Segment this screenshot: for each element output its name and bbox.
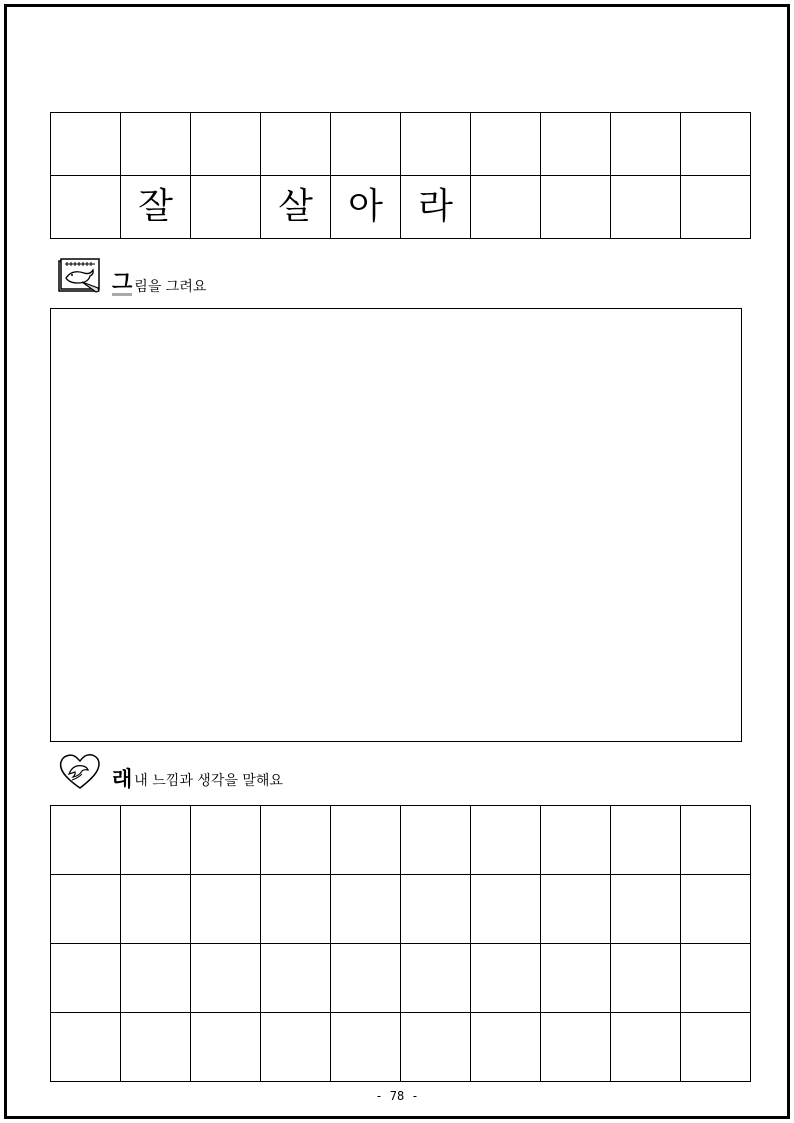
page-border-shadow-bottom (8, 1116, 790, 1119)
writing-grid-cell[interactable] (401, 806, 471, 875)
title-grid-cell[interactable] (541, 113, 611, 176)
title-grid-cell[interactable] (611, 176, 681, 239)
page-border-shadow-right (787, 8, 790, 1118)
writing-grid-cell[interactable] (331, 806, 401, 875)
title-grid-cell[interactable] (611, 113, 681, 176)
feelings-section-title: 내 느낌과 생각을 말해요 (134, 773, 283, 789)
writing-grid-cell[interactable] (681, 1013, 751, 1082)
writing-grid-cell[interactable] (121, 875, 191, 944)
writing-grid-cell[interactable] (261, 875, 331, 944)
page-number: - 78 - (375, 1089, 419, 1103)
title-grid-cell[interactable] (191, 113, 261, 176)
writing-grid-row (51, 944, 751, 1013)
whale-pencil-icon (58, 258, 102, 296)
writing-grid (50, 805, 751, 1082)
writing-grid-cell[interactable] (681, 944, 751, 1013)
title-grid-cell[interactable] (331, 113, 401, 176)
writing-grid-row (51, 875, 751, 944)
title-grid-cell[interactable]: 아 (331, 176, 401, 239)
feelings-section-initial: 래 (112, 767, 133, 791)
writing-grid-cell[interactable] (331, 1013, 401, 1082)
writing-grid-cell[interactable] (331, 875, 401, 944)
title-grid-cell[interactable] (261, 113, 331, 176)
writing-grid-cell[interactable] (541, 1013, 611, 1082)
title-grid-cell[interactable] (401, 113, 471, 176)
title-grid-cell[interactable] (541, 176, 611, 239)
writing-grid-cell[interactable] (471, 944, 541, 1013)
title-grid (50, 112, 751, 239)
writing-grid-cell[interactable] (261, 1013, 331, 1082)
writing-grid-cell[interactable] (541, 806, 611, 875)
writing-grid-cell[interactable] (681, 875, 751, 944)
title-grid-cell[interactable] (51, 113, 121, 176)
drawing-section-header (58, 258, 206, 296)
writing-grid-cell[interactable] (471, 806, 541, 875)
writing-grid-cell[interactable] (471, 875, 541, 944)
title-grid-cell[interactable]: 라 (401, 176, 471, 239)
writing-grid-row (51, 806, 751, 875)
drawing-section-initial: 그 (112, 270, 133, 294)
writing-grid-cell[interactable] (191, 1013, 261, 1082)
writing-grid-cell[interactable] (401, 944, 471, 1013)
writing-grid-cell[interactable] (541, 875, 611, 944)
writing-grid-cell[interactable] (401, 1013, 471, 1082)
writing-grid-cell[interactable] (611, 944, 681, 1013)
writing-grid-cell[interactable] (681, 806, 751, 875)
drawing-section-title: 림을 그려요 (134, 279, 207, 295)
heart-dolphin-icon (58, 752, 102, 790)
title-grid-cell[interactable] (681, 176, 751, 239)
writing-grid-row (51, 1013, 751, 1082)
title-grid-row (51, 113, 751, 176)
writing-grid-cell[interactable] (471, 1013, 541, 1082)
title-grid-cell[interactable]: 살 (261, 176, 331, 239)
writing-grid-cell[interactable] (541, 944, 611, 1013)
writing-grid-cell[interactable] (191, 875, 261, 944)
title-grid-cell[interactable] (471, 176, 541, 239)
title-grid-cell[interactable] (51, 176, 121, 239)
writing-grid-cell[interactable] (611, 806, 681, 875)
writing-grid-cell[interactable] (611, 875, 681, 944)
writing-grid-cell[interactable] (51, 944, 121, 1013)
writing-grid-cell[interactable] (331, 944, 401, 1013)
writing-grid-cell[interactable] (401, 875, 471, 944)
title-grid-cell[interactable] (681, 113, 751, 176)
title-grid-cell[interactable] (121, 113, 191, 176)
title-grid-cell[interactable]: 잘 (121, 176, 191, 239)
title-grid-row (51, 176, 751, 239)
writing-grid-cell[interactable] (121, 944, 191, 1013)
feelings-section-header (58, 752, 283, 790)
writing-grid-cell[interactable] (51, 1013, 121, 1082)
title-grid-cell[interactable] (191, 176, 261, 239)
writing-grid-cell[interactable] (261, 944, 331, 1013)
writing-grid-cell[interactable] (261, 806, 331, 875)
title-grid-cell[interactable] (471, 113, 541, 176)
writing-grid-cell[interactable] (121, 806, 191, 875)
writing-grid-cell[interactable] (121, 1013, 191, 1082)
writing-grid-cell[interactable] (51, 875, 121, 944)
writing-grid-cell[interactable] (191, 806, 261, 875)
writing-grid-cell[interactable] (51, 806, 121, 875)
drawing-area[interactable] (50, 308, 742, 742)
writing-grid-cell[interactable] (191, 944, 261, 1013)
writing-grid-cell[interactable] (611, 1013, 681, 1082)
